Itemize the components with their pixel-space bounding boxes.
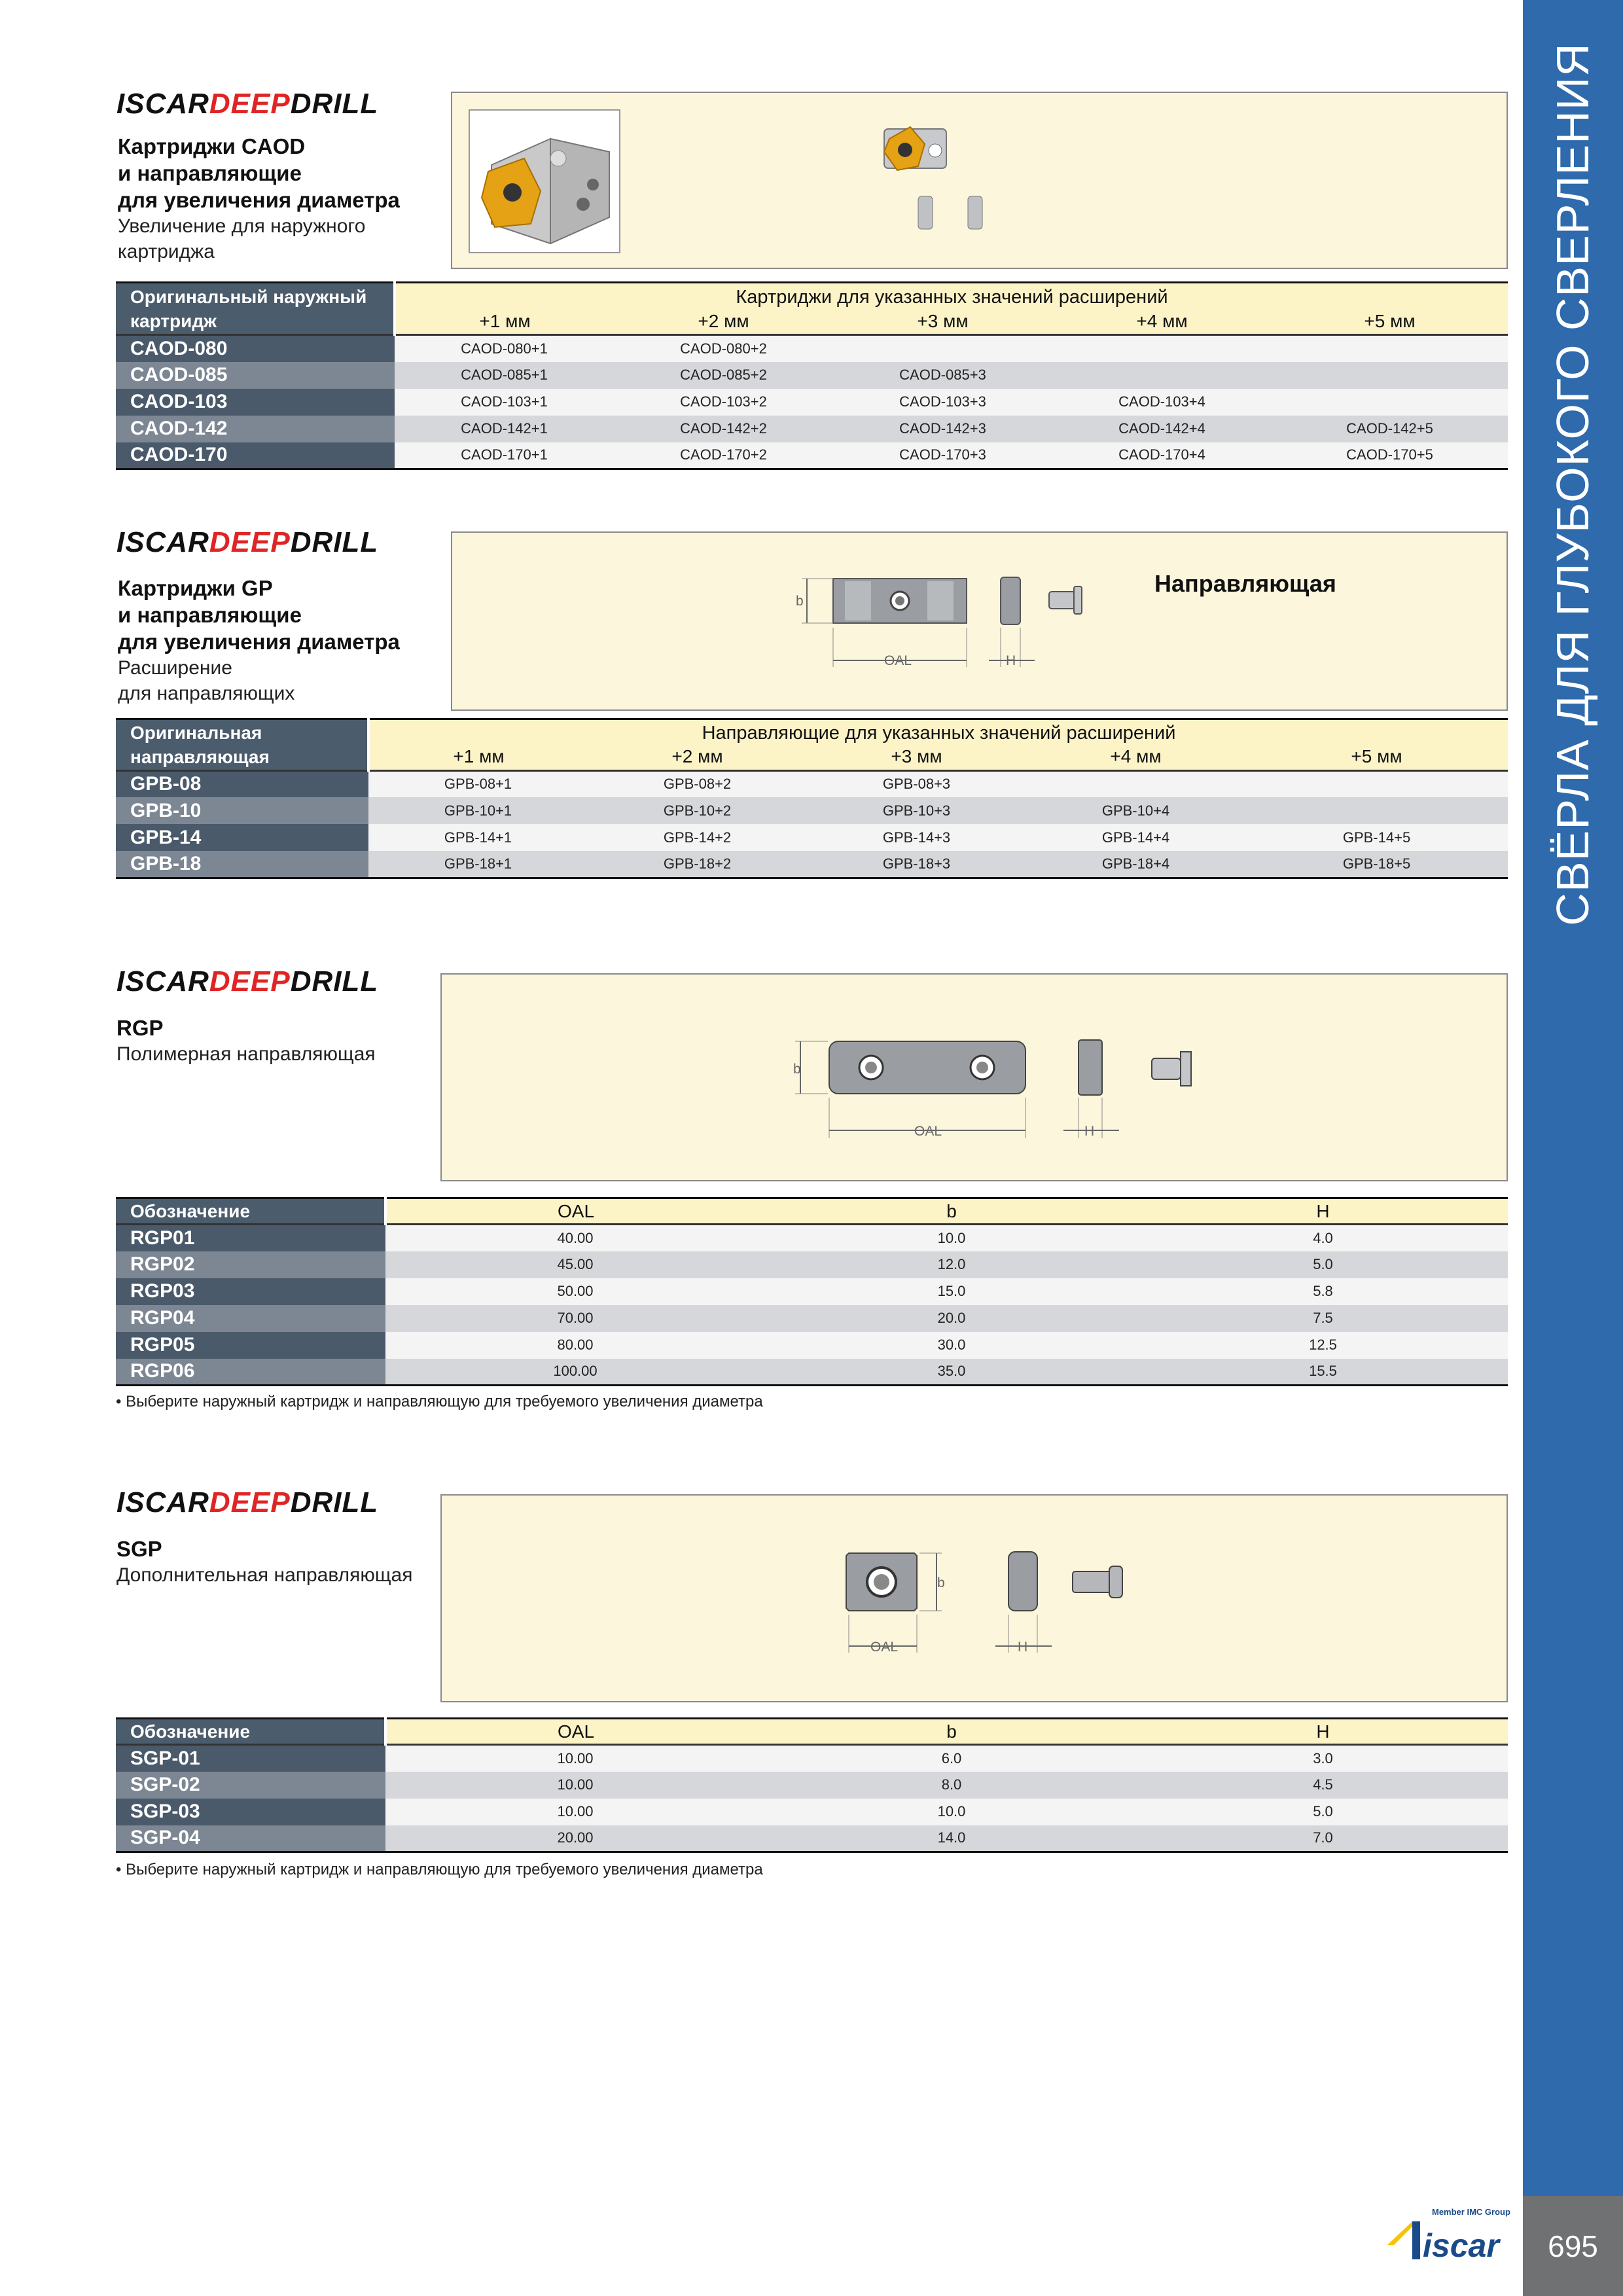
column-header: +5 мм xyxy=(1245,744,1508,770)
table-cell: 100.00 xyxy=(385,1359,765,1386)
table-row xyxy=(116,442,1508,469)
section-subtitle: Увеличение для наружного xyxy=(118,215,366,237)
footnote: • Выберите наружный картридж и направляющую для требуемого увеличения диаметра xyxy=(116,1861,763,1878)
table-header-group: Направляющие для указанных значений расширений xyxy=(368,719,1508,745)
table-cell: 8.0 xyxy=(765,1772,1138,1799)
table-cell: GPB-14+3 xyxy=(807,824,1026,851)
iscar-footer-logo xyxy=(1386,2207,1517,2266)
sgp-image-panel xyxy=(440,1494,1508,1702)
row-code: GPB-10 xyxy=(116,797,368,824)
table-cell: GPB-18+1 xyxy=(368,851,588,878)
dim-h-label: H xyxy=(1006,653,1016,668)
table-cell: GPB-08+1 xyxy=(368,770,588,797)
column-header: OAL xyxy=(385,1198,765,1225)
section-title: Картриджи GP xyxy=(118,576,273,600)
table-cell: 5.0 xyxy=(1138,1799,1508,1825)
table-cell: CAOD-142+3 xyxy=(833,416,1052,442)
column-header: +2 мм xyxy=(588,744,807,770)
table-cell: GPB-14+5 xyxy=(1245,824,1508,851)
row-code: CAOD-103 xyxy=(116,389,395,416)
section-title: для увеличения диаметра xyxy=(118,188,400,212)
table-cell xyxy=(1272,335,1508,362)
column-header: Обозначение xyxy=(116,1198,385,1225)
table-cell: CAOD-080+2 xyxy=(614,335,833,362)
table-cell: 20.00 xyxy=(385,1825,765,1852)
column-header: b xyxy=(765,1719,1138,1745)
dim-h-label: H xyxy=(1018,1640,1028,1655)
section-title: и направляющие xyxy=(118,161,302,185)
caod-product-illustration xyxy=(452,93,1507,268)
imc-member-label: Member IMC Group xyxy=(1432,2207,1510,2217)
table-cell: CAOD-170+4 xyxy=(1052,442,1272,469)
column-header: b xyxy=(765,1198,1138,1225)
table-cell: GPB-14+2 xyxy=(588,824,807,851)
dim-oal-label: OAL xyxy=(914,1124,942,1139)
table-cell: 7.5 xyxy=(1138,1305,1508,1332)
table-cell: GPB-18+3 xyxy=(807,851,1026,878)
row-code: SGP-03 xyxy=(116,1799,385,1825)
column-header: H xyxy=(1138,1719,1508,1745)
section-subtitle: для направляющих xyxy=(118,683,295,704)
sgp-table xyxy=(116,1717,1508,1853)
column-header: Обозначение xyxy=(116,1719,385,1745)
table-cell: CAOD-170+3 xyxy=(833,442,1052,469)
table-cell: GPB-14+1 xyxy=(368,824,588,851)
table-cell: 20.0 xyxy=(765,1305,1138,1332)
table-cell xyxy=(1272,362,1508,389)
table-cell: 10.0 xyxy=(765,1799,1138,1825)
table-cell: 15.0 xyxy=(765,1278,1138,1305)
gp-image-panel xyxy=(451,531,1508,711)
gp-heading xyxy=(118,575,400,706)
table-cell: CAOD-085+3 xyxy=(833,362,1052,389)
table-cell: 10.00 xyxy=(385,1799,765,1825)
row-code: CAOD-142 xyxy=(116,416,395,442)
row-code: SGP-02 xyxy=(116,1772,385,1799)
table-cell: GPB-08+3 xyxy=(807,770,1026,797)
section-subtitle: Дополнительная направляющая xyxy=(116,1564,413,1586)
table-cell: CAOD-170+2 xyxy=(614,442,833,469)
table-cell: GPB-10+3 xyxy=(807,797,1026,824)
table-cell: CAOD-103+4 xyxy=(1052,389,1272,416)
table-cell: CAOD-080+1 xyxy=(395,335,614,362)
row-code: RGP06 xyxy=(116,1359,385,1386)
dim-b-label: b xyxy=(793,1062,801,1077)
table-cell xyxy=(1052,362,1272,389)
page-number: 695 xyxy=(1548,2229,1598,2263)
table-cell: CAOD-142+1 xyxy=(395,416,614,442)
iscar-logo-text: iscar xyxy=(1423,2227,1499,2264)
row-code: RGP05 xyxy=(116,1332,385,1359)
table-row xyxy=(116,335,1508,362)
side-band xyxy=(1523,0,1623,2196)
row-code: CAOD-080 xyxy=(116,335,395,362)
table-row xyxy=(116,770,1508,797)
dim-h-label: H xyxy=(1084,1124,1095,1139)
table-row xyxy=(116,1225,1508,1251)
table-cell: 4.0 xyxy=(1138,1225,1508,1251)
table-cell: 70.00 xyxy=(385,1305,765,1332)
table-row xyxy=(116,824,1508,851)
table-cell: 45.00 xyxy=(385,1251,765,1278)
table-row xyxy=(116,797,1508,824)
table-cell: CAOD-103+1 xyxy=(395,389,614,416)
table-cell xyxy=(1052,335,1272,362)
row-code: SGP-01 xyxy=(116,1745,385,1772)
table-cell: GPB-10+2 xyxy=(588,797,807,824)
table-cell: CAOD-170+5 xyxy=(1272,442,1508,469)
dim-b-label: b xyxy=(796,594,804,609)
table-cell xyxy=(1272,389,1508,416)
table-cell: GPB-08+2 xyxy=(588,770,807,797)
section-subtitle: картриджа xyxy=(118,241,215,262)
table-cell: 12.5 xyxy=(1138,1332,1508,1359)
table-row xyxy=(116,389,1508,416)
section-title: Картриджи CAOD xyxy=(118,134,306,158)
caod-image-panel xyxy=(451,92,1508,269)
dim-b-label: b xyxy=(937,1575,945,1590)
table-cell xyxy=(1245,770,1508,797)
column-header: +5 мм xyxy=(1272,309,1508,335)
brand-logo: ISCARDEEPDRILL xyxy=(116,526,379,558)
table-row xyxy=(116,416,1508,442)
column-header: +4 мм xyxy=(1052,309,1272,335)
table-row xyxy=(116,1332,1508,1359)
table-cell xyxy=(1245,797,1508,824)
rgp-image-panel xyxy=(440,973,1508,1181)
row-code: RGP02 xyxy=(116,1251,385,1278)
table-cell: CAOD-142+5 xyxy=(1272,416,1508,442)
table-row xyxy=(116,1305,1508,1332)
caod-heading xyxy=(118,133,400,264)
table-cell: 14.0 xyxy=(765,1825,1138,1852)
table-row xyxy=(116,1772,1508,1799)
row-code: CAOD-170 xyxy=(116,442,395,469)
sgp-heading xyxy=(116,1535,412,1588)
row-code: CAOD-085 xyxy=(116,362,395,389)
table-cell: CAOD-103+3 xyxy=(833,389,1052,416)
row-code: SGP-04 xyxy=(116,1825,385,1852)
table-row xyxy=(116,362,1508,389)
table-cell: 5.0 xyxy=(1138,1251,1508,1278)
table-header-original: Оригинальный наружный картридж xyxy=(116,283,395,335)
table-cell: 10.00 xyxy=(385,1772,765,1799)
sgp-guide-drawing xyxy=(442,1496,1507,1701)
rgp-guide-drawing xyxy=(442,975,1507,1180)
table-cell: CAOD-103+2 xyxy=(614,389,833,416)
table-cell: CAOD-170+1 xyxy=(395,442,614,469)
iscar-logo-graphic xyxy=(1386,2207,1517,2266)
table-row xyxy=(116,1745,1508,1772)
table-cell: 30.0 xyxy=(765,1332,1138,1359)
table-row xyxy=(116,1799,1508,1825)
table-cell: GPB-10+1 xyxy=(368,797,588,824)
brand-logo: ISCARDEEPDRILL xyxy=(116,965,379,997)
section-title: RGP xyxy=(116,1016,164,1040)
column-header: OAL xyxy=(385,1719,765,1745)
table-cell xyxy=(1026,770,1245,797)
brand-logo: ISCARDEEPDRILL xyxy=(116,1486,379,1518)
table-cell: 12.0 xyxy=(765,1251,1138,1278)
gp-guide-drawing xyxy=(452,533,1507,709)
column-header: +3 мм xyxy=(807,744,1026,770)
section-title: и направляющие xyxy=(118,603,302,627)
table-cell: CAOD-085+2 xyxy=(614,362,833,389)
side-title: СВЁРЛА ДЛЯ ГЛУБОКОГО СВЕРЛЕНИЯ xyxy=(1547,43,1598,926)
table-header-original: Оригинальная направляющая xyxy=(116,719,368,771)
column-header: H xyxy=(1138,1198,1508,1225)
table-cell: 15.5 xyxy=(1138,1359,1508,1386)
table-cell: GPB-18+5 xyxy=(1245,851,1508,878)
table-cell: 5.8 xyxy=(1138,1278,1508,1305)
row-code: GPB-18 xyxy=(116,851,368,878)
table-cell: CAOD-142+4 xyxy=(1052,416,1272,442)
column-header: +4 мм xyxy=(1026,744,1245,770)
dim-oal-label: OAL xyxy=(884,653,912,668)
footnote: • Выберите наружный картридж и направляющую для требуемого увеличения диаметра xyxy=(116,1393,763,1410)
table-cell: 40.00 xyxy=(385,1225,765,1251)
column-header: +1 мм xyxy=(368,744,588,770)
table-cell: CAOD-085+1 xyxy=(395,362,614,389)
table-cell: 10.0 xyxy=(765,1225,1138,1251)
table-cell: 50.00 xyxy=(385,1278,765,1305)
table-row xyxy=(116,1825,1508,1852)
rgp-table xyxy=(116,1197,1508,1386)
row-code: RGP04 xyxy=(116,1305,385,1332)
table-cell: 35.0 xyxy=(765,1359,1138,1386)
row-code: GPB-08 xyxy=(116,770,368,797)
dim-oal-label: OAL xyxy=(870,1640,899,1655)
page-number-box xyxy=(1523,2196,1623,2296)
table-row xyxy=(116,1251,1508,1278)
column-header: +3 мм xyxy=(833,309,1052,335)
section-title: для увеличения диаметра xyxy=(118,630,400,654)
gp-table xyxy=(116,718,1508,879)
table-cell: GPB-18+2 xyxy=(588,851,807,878)
column-header: +1 мм xyxy=(395,309,614,335)
table-row xyxy=(116,1359,1508,1386)
row-code: RGP03 xyxy=(116,1278,385,1305)
table-cell: 6.0 xyxy=(765,1745,1138,1772)
table-cell: 3.0 xyxy=(1138,1745,1508,1772)
table-cell: GPB-18+4 xyxy=(1026,851,1245,878)
table-cell: 7.0 xyxy=(1138,1825,1508,1852)
table-header-group: Картриджи для указанных значений расширений xyxy=(395,283,1508,309)
brand-logo: ISCARDEEPDRILL xyxy=(116,88,379,120)
table-row xyxy=(116,1278,1508,1305)
table-cell: 80.00 xyxy=(385,1332,765,1359)
table-cell xyxy=(833,335,1052,362)
table-cell: CAOD-142+2 xyxy=(614,416,833,442)
table-cell: 10.00 xyxy=(385,1745,765,1772)
row-code: RGP01 xyxy=(116,1225,385,1251)
table-cell: GPB-14+4 xyxy=(1026,824,1245,851)
column-header: +2 мм xyxy=(614,309,833,335)
caod-table xyxy=(116,281,1508,470)
section-subtitle: Полимерная направляющая xyxy=(116,1043,376,1065)
row-code: GPB-14 xyxy=(116,824,368,851)
gp-image-label: Направляющая xyxy=(1154,570,1336,597)
rgp-heading xyxy=(116,1014,376,1067)
table-cell: GPB-10+4 xyxy=(1026,797,1245,824)
table-cell: 4.5 xyxy=(1138,1772,1508,1799)
table-row xyxy=(116,851,1508,878)
section-subtitle: Расширение xyxy=(118,657,232,679)
section-title: SGP xyxy=(116,1537,162,1561)
